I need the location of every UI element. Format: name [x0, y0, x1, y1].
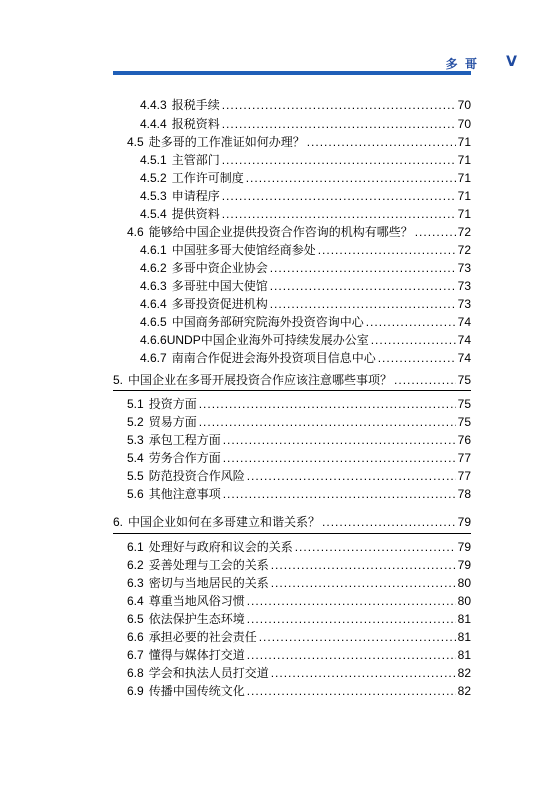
toc-entry-number: 4.6.1	[140, 243, 167, 257]
toc-leader-dots	[270, 297, 456, 311]
toc-leader-dots	[415, 225, 456, 239]
toc-entry-page: 76	[457, 433, 471, 447]
toc-entry-number: 6.2	[127, 558, 144, 572]
toc-entry[interactable]	[140, 207, 471, 221]
toc-leader-dots	[318, 243, 456, 257]
toc-entry-number: 5.	[113, 373, 124, 387]
toc-entry[interactable]	[140, 171, 471, 185]
toc-entry-page: 71	[457, 171, 471, 185]
toc-entry-title: 依法保护生态环境	[148, 612, 245, 626]
toc-entry-number: 4.4.3	[140, 98, 167, 112]
toc-entry-page: 74	[457, 351, 471, 365]
toc-leader-dots	[246, 171, 456, 185]
toc-entry-number: 6.9	[127, 684, 144, 698]
toc-leader-dots	[271, 576, 456, 590]
toc-leader-dots	[259, 630, 456, 644]
toc-entry-page: 81	[457, 630, 471, 644]
toc-entry[interactable]	[127, 576, 471, 590]
toc-leader-dots	[271, 558, 456, 572]
toc-entry-page: 75	[457, 373, 471, 387]
toc-entry[interactable]	[127, 558, 471, 572]
toc-entry[interactable]	[127, 451, 471, 465]
toc-entry-page: 80	[457, 576, 471, 590]
toc-entry-page: 82	[457, 666, 471, 680]
toc-entry[interactable]	[127, 666, 471, 680]
toc-entry-number: 5.5	[127, 469, 144, 483]
toc-entry-page: 79	[457, 515, 471, 529]
toc-entry-number: 4.6.4	[140, 297, 167, 311]
toc-leader-dots	[247, 594, 456, 608]
toc-entry-title: 投资方面	[148, 397, 197, 411]
toc-chapter-entry[interactable]	[113, 515, 471, 529]
toc-entry[interactable]	[140, 297, 471, 311]
toc-entry-number: 4.5.3	[140, 189, 167, 203]
chapter-divider	[113, 390, 471, 391]
toc-entry-page: 71	[457, 189, 471, 203]
toc-entry-page: 73	[457, 279, 471, 293]
toc-entry-title: 报税资料	[171, 117, 220, 131]
toc-entry-page: 81	[457, 612, 471, 626]
toc-entry-title: UNDP中国企业海外可持续发展办公室	[166, 333, 369, 347]
toc-entry-page: 79	[457, 540, 471, 554]
toc-entry-page: 74	[457, 315, 471, 329]
toc-entry-page: 72	[457, 225, 471, 239]
toc-leader-dots	[270, 261, 456, 275]
toc-leader-dots	[223, 451, 456, 465]
page-number-roman: V	[506, 54, 517, 70]
toc-entry-title: 处理好与政府和议会的关系	[148, 540, 293, 554]
toc-entry-title: 防范投资合作风险	[148, 469, 245, 483]
toc-leader-dots	[222, 207, 456, 221]
toc-entry-page: 71	[457, 135, 471, 149]
toc-entry[interactable]	[140, 98, 471, 112]
toc-entry-title: 贸易方面	[148, 415, 197, 429]
toc-entry-title: 尊重当地风俗习惯	[148, 594, 245, 608]
toc-entry-number: 5.3	[127, 433, 144, 447]
toc-entry[interactable]	[127, 433, 471, 447]
toc-entry-title: 承包工程方面	[148, 433, 221, 447]
toc-entry-page: 82	[457, 684, 471, 698]
toc-entry[interactable]	[127, 540, 471, 554]
toc-entry-title: 多哥中资企业协会	[171, 261, 268, 275]
toc-entry-page: 80	[457, 594, 471, 608]
toc-entry-title: 赴多哥的工作准证如何办理？	[148, 135, 305, 149]
toc-entry-title: 多哥投资促进机构	[171, 297, 268, 311]
toc-leader-dots	[247, 612, 456, 626]
toc-leader-dots	[271, 666, 456, 680]
toc-entry-page: 70	[457, 117, 471, 131]
toc-entry-number: 6.8	[127, 666, 144, 680]
toc-entry[interactable]	[127, 594, 471, 608]
toc-entry-title: 中国驻多哥大使馆经商参处	[171, 243, 316, 257]
toc-entry-number: 5.6	[127, 487, 144, 501]
toc-entry-page: 77	[457, 469, 471, 483]
toc-leader-dots	[394, 373, 456, 387]
toc-entry[interactable]	[127, 648, 471, 662]
toc-entry-page: 77	[457, 451, 471, 465]
toc-entry-page: 71	[457, 207, 471, 221]
toc-entry[interactable]	[140, 189, 471, 203]
toc-entry-title: 妥善处理与工会的关系	[148, 558, 269, 572]
toc-entry[interactable]	[127, 135, 471, 149]
toc-entry-title: 传播中国传统文化	[148, 684, 245, 698]
toc-entry-title: 申请程序	[171, 189, 220, 203]
toc-entry-page: 72	[457, 243, 471, 257]
toc-entry-number: 4.5.2	[140, 171, 167, 185]
toc-entry-page: 74	[457, 333, 471, 347]
toc-entry-number: 6.5	[127, 612, 144, 626]
toc-leader-dots	[247, 684, 456, 698]
toc-entry-number: 4.5.1	[140, 153, 167, 167]
toc-leader-dots	[295, 540, 456, 554]
toc-entry[interactable]	[140, 117, 471, 131]
toc-leader-dots	[222, 117, 456, 131]
toc-leader-dots	[199, 397, 456, 411]
toc-entry[interactable]	[127, 684, 471, 698]
toc-entry[interactable]	[127, 415, 471, 429]
toc-entry-title: 中国企业如何在多哥建立和谐关系？	[128, 515, 321, 529]
toc-leader-dots	[222, 153, 456, 167]
toc-entry[interactable]	[140, 243, 471, 257]
toc-entry-number: 4.5	[127, 135, 144, 149]
toc-leader-dots	[307, 135, 456, 149]
toc-leader-dots	[322, 515, 456, 529]
toc-entry-title: 报税手续	[171, 98, 220, 112]
toc-entry[interactable]	[140, 333, 471, 347]
toc-entry-title: 懂得与媒体打交道	[148, 648, 245, 662]
toc-entry[interactable]	[127, 397, 471, 411]
toc-leader-dots	[199, 415, 456, 429]
toc-entry[interactable]	[127, 225, 471, 239]
toc-entry-title: 承担必要的社会责任	[148, 630, 257, 644]
toc-entry-number: 4.6.3	[140, 279, 167, 293]
toc-entry-title: 密切与当地居民的关系	[148, 576, 269, 590]
toc-leader-dots	[378, 351, 456, 365]
toc-leader-dots	[371, 333, 456, 347]
toc-chapter-entry[interactable]	[113, 373, 471, 387]
toc-entry-page: 75	[457, 415, 471, 429]
toc-entry-title: 中国企业在多哥开展投资合作应该注意哪些事项？	[128, 373, 393, 387]
toc-entry-page: 81	[457, 648, 471, 662]
toc-entry-number: 6.1	[127, 540, 144, 554]
toc-entry-page: 70	[457, 98, 471, 112]
toc-entry-title: 提供资料	[171, 207, 220, 221]
toc-entry-page: 78	[457, 487, 471, 501]
toc-entry-number: 6.	[113, 515, 124, 529]
toc-entry[interactable]	[140, 315, 471, 329]
toc-entry-number: 4.6.6	[140, 333, 167, 347]
toc-leader-dots	[247, 648, 456, 662]
toc-leader-dots	[222, 189, 456, 203]
toc-leader-dots	[366, 315, 456, 329]
toc-leader-dots	[270, 279, 456, 293]
toc-entry[interactable]	[140, 153, 471, 167]
toc-entry-title: 工作许可制度	[171, 171, 244, 185]
toc-entry-page: 71	[457, 153, 471, 167]
toc-leader-dots	[247, 469, 456, 483]
toc-entry-number: 4.6.7	[140, 351, 167, 365]
toc-leader-dots	[223, 433, 456, 447]
toc-entry-title: 中国商务部研究院海外投资咨询中心	[171, 315, 364, 329]
toc-entry-title: 能够给中国企业提供投资合作咨询的机构有哪些？	[148, 225, 413, 239]
header-rule	[113, 71, 471, 75]
toc-entry-page: 73	[457, 261, 471, 275]
toc-entry-page: 73	[457, 297, 471, 311]
toc-entry[interactable]	[127, 469, 471, 483]
toc-entry[interactable]	[127, 487, 471, 501]
toc-entry-title: 南南合作促进会海外投资项目信息中心	[171, 351, 376, 365]
toc-entry-page: 75	[457, 397, 471, 411]
toc-entry-number: 5.2	[127, 415, 144, 429]
toc-entry-number: 4.6	[127, 225, 144, 239]
running-header-country: 多 哥	[445, 57, 479, 71]
toc-entry-title: 主管部门	[171, 153, 220, 167]
toc-entry[interactable]	[127, 612, 471, 626]
toc-entry-title: 多哥驻中国大使馆	[171, 279, 268, 293]
toc-entry-number: 6.4	[127, 594, 144, 608]
toc-entry-number: 4.6.2	[140, 261, 167, 275]
toc-entry-number: 6.3	[127, 576, 144, 590]
toc-entry-number: 4.6.5	[140, 315, 167, 329]
toc-entry-title: 其他注意事项	[148, 487, 221, 501]
toc-leader-dots	[223, 487, 456, 501]
toc-entry-number: 5.1	[127, 397, 144, 411]
toc-entry-title: 学会和执法人员打交道	[148, 666, 269, 680]
toc-entry[interactable]	[140, 261, 471, 275]
toc-entry[interactable]	[127, 630, 471, 644]
toc-leader-dots	[222, 98, 456, 112]
toc-entry-number: 4.4.4	[140, 117, 167, 131]
toc-entry-number: 6.6	[127, 630, 144, 644]
toc-entry[interactable]	[140, 279, 471, 293]
toc-entry-title: 劳务合作方面	[148, 451, 221, 465]
chapter-divider	[113, 533, 471, 534]
toc-entry-number: 4.5.4	[140, 207, 167, 221]
toc-entry-number: 5.4	[127, 451, 144, 465]
toc-entry-number: 6.7	[127, 648, 144, 662]
toc-entry[interactable]	[140, 351, 471, 365]
toc-entry-page: 79	[457, 558, 471, 572]
